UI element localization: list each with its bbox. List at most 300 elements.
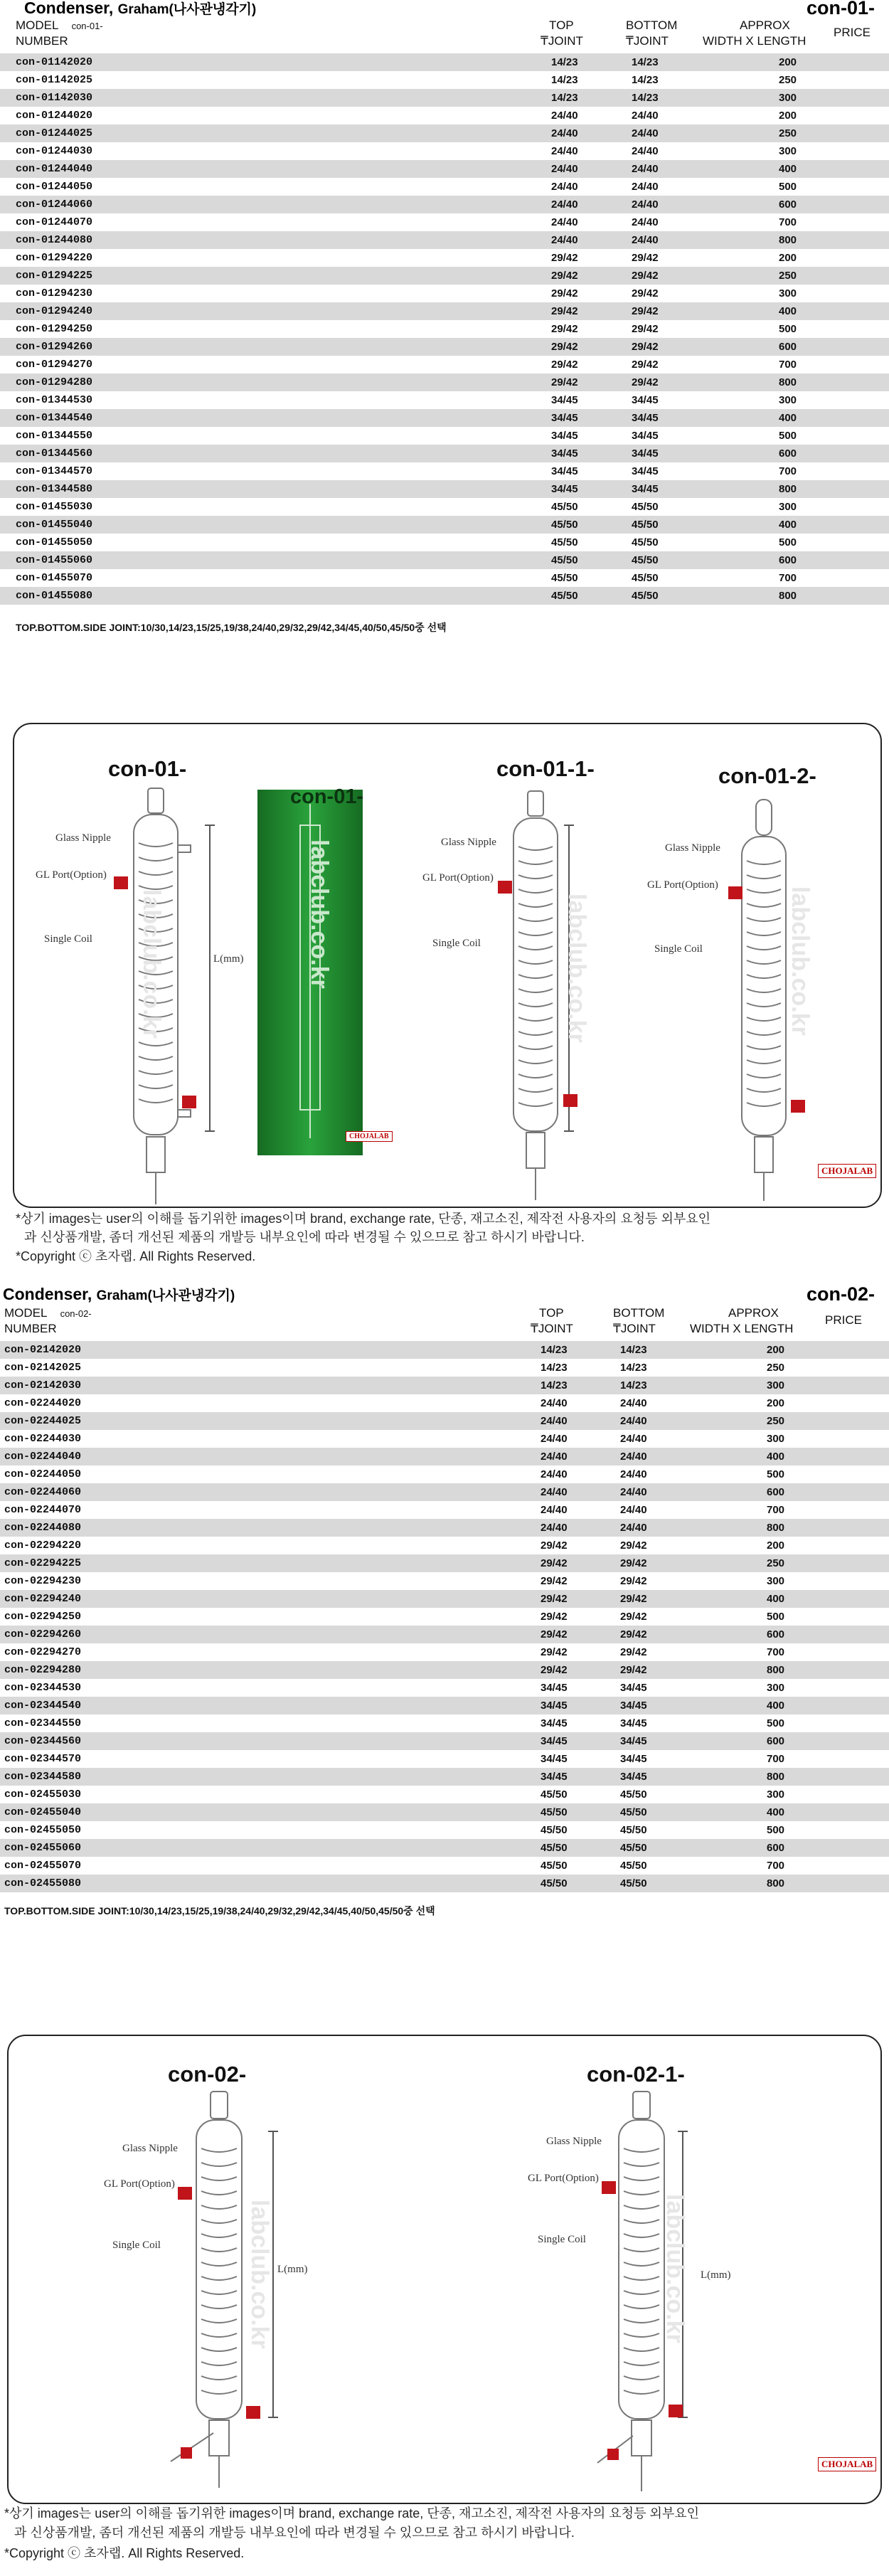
- cell-width-length: 800: [779, 590, 797, 602]
- cell-width-length: 200: [767, 1397, 785, 1409]
- section2-note-line2: 과 신상품개발, 좀더 개선된 제품의 개발등 내부요인에 따라 변경될 수 있으므로 참고 하시기 바랍니다.: [14, 2525, 575, 2540]
- cell-bottom-joint: 29/42: [632, 323, 659, 335]
- section2-note-line1: *상기 images는 user의 이해를 돕기위한 images이며 brand, exchange rate, 단종, 재고소진, 제작전 사용자의 요청등 외부요인: [4, 2506, 700, 2521]
- cell-model-number: con-02294240: [4, 1593, 82, 1605]
- cell-width-length: 700: [779, 359, 797, 371]
- cell-top-joint: 24/40: [541, 1486, 568, 1498]
- cell-top-joint: 34/45: [541, 1717, 568, 1729]
- diagram-label-con-02: con-02-: [168, 2062, 247, 2087]
- cell-model-number: con-01455080: [16, 590, 93, 602]
- cell-width-length: 700: [779, 216, 797, 228]
- cell-top-joint: 34/45: [551, 394, 578, 406]
- section1-code: con-01-: [806, 0, 875, 18]
- cell-bottom-joint: 14/23: [620, 1344, 647, 1356]
- cell-model-number: con-01455030: [16, 501, 93, 513]
- cell-bottom-joint: 34/45: [620, 1700, 647, 1712]
- cell-top-joint: 34/45: [541, 1735, 568, 1747]
- cell-bottom-joint: 24/40: [620, 1415, 647, 1427]
- cell-model-number: con-02142020: [4, 1344, 82, 1356]
- cell-model-number: con-01294220: [16, 252, 93, 264]
- diagram-label-con-01-2: con-01-2-: [718, 763, 816, 788]
- diagram-label-con-02-1: con-02-1-: [587, 2062, 685, 2087]
- cell-width-length: 250: [779, 270, 797, 282]
- cell-width-length: 500: [779, 181, 797, 193]
- cell-model-number: con-01244025: [16, 127, 93, 139]
- cell-top-joint: 45/50: [551, 572, 578, 584]
- section1-copyright: *Copyright ⓒ 초자랩. All Rights Reserved.: [16, 1249, 256, 1263]
- cell-model-number: con-01244060: [16, 198, 93, 211]
- cell-width-length: 300: [779, 501, 797, 513]
- cell-model-number: con-02244070: [4, 1504, 82, 1516]
- cell-bottom-joint: 29/42: [632, 359, 659, 371]
- cell-bottom-joint: 34/45: [620, 1753, 647, 1765]
- cell-bottom-joint: 14/23: [632, 92, 659, 104]
- cell-top-joint: 24/40: [551, 145, 578, 157]
- cell-bottom-joint: 45/50: [632, 572, 659, 584]
- cell-width-length: 400: [767, 1806, 785, 1818]
- cell-top-joint: 34/45: [551, 465, 578, 477]
- label2-glass-nipple-b: Glass Nipple: [546, 2136, 602, 2147]
- cell-bottom-joint: 14/23: [632, 56, 659, 68]
- cell-width-length: 600: [767, 1735, 785, 1747]
- cell-bottom-joint: 45/50: [620, 1788, 647, 1801]
- photo-brand: CHOJALAB: [346, 1131, 393, 1142]
- cell-bottom-joint: 29/42: [632, 305, 659, 317]
- cell-bottom-joint: 45/50: [632, 554, 659, 566]
- cell-bottom-joint: 24/40: [632, 216, 659, 228]
- cell-width-length: 700: [767, 1646, 785, 1658]
- cell-width-length: 800: [779, 376, 797, 388]
- cell-bottom-joint: 29/42: [620, 1593, 647, 1605]
- label2-length: L(mm): [277, 2264, 308, 2275]
- cell-width-length: 200: [767, 1539, 785, 1552]
- cell-model-number: con-02244050: [4, 1468, 82, 1480]
- header-top-2: TOP: [539, 1306, 564, 1320]
- cell-model-number: con-01244050: [16, 181, 93, 193]
- header-price: PRICE: [834, 26, 871, 39]
- section2-footnote: TOP.BOTTOM.SIDE JOINT:10/30,14/23,15/25,19/38,24/40,29/32,29/42,34/45,40/50,45/50중 선택: [4, 1905, 435, 1917]
- label-length: L(mm): [213, 953, 244, 965]
- cell-bottom-joint: 34/45: [620, 1682, 647, 1694]
- cell-model-number: con-02294250: [4, 1611, 82, 1623]
- brand-logo-2: CHOJALAB: [818, 2457, 876, 2471]
- cell-top-joint: 14/23: [541, 1344, 568, 1356]
- cell-model-number: con-02244020: [4, 1397, 82, 1409]
- cell-width-length: 250: [767, 1362, 785, 1374]
- cell-width-length: 500: [767, 1824, 785, 1836]
- cell-top-joint: 29/42: [541, 1593, 568, 1605]
- cell-bottom-joint: 29/42: [620, 1575, 647, 1587]
- section1-title: Condenser, Graham(나사관냉각기): [24, 0, 257, 17]
- header-top: TOP: [549, 18, 574, 32]
- cell-top-joint: 45/50: [541, 1788, 568, 1801]
- cell-top-joint: 14/23: [541, 1362, 568, 1374]
- cell-top-joint: 29/42: [551, 252, 578, 264]
- cell-bottom-joint: 45/50: [620, 1877, 647, 1889]
- cell-top-joint: 24/40: [551, 234, 578, 246]
- header-bottom-2: BOTTOM: [613, 1306, 665, 1320]
- cell-bottom-joint: 24/40: [620, 1468, 647, 1480]
- cell-width-length: 500: [779, 430, 797, 442]
- cell-width-length: 300: [779, 287, 797, 300]
- cell-bottom-joint: 14/23: [620, 1379, 647, 1392]
- cell-bottom-joint: 24/40: [632, 234, 659, 246]
- cell-top-joint: 24/40: [541, 1504, 568, 1516]
- label2-gl-port: GL Port(Option): [104, 2178, 175, 2190]
- cell-top-joint: 24/40: [551, 198, 578, 211]
- brand-logo-1: CHOJALAB: [818, 1164, 876, 1178]
- cell-model-number: con-01455070: [16, 572, 93, 584]
- cell-top-joint: 45/50: [551, 590, 578, 602]
- cell-top-joint: 45/50: [541, 1842, 568, 1854]
- cell-width-length: 200: [779, 252, 797, 264]
- cell-model-number: con-01344560: [16, 447, 93, 460]
- cell-top-joint: 24/40: [551, 163, 578, 175]
- cell-model-number: con-02244080: [4, 1522, 82, 1534]
- cell-top-joint: 34/45: [551, 447, 578, 460]
- cell-width-length: 250: [779, 74, 797, 86]
- cell-top-joint: 14/23: [551, 92, 578, 104]
- cell-bottom-joint: 24/40: [632, 127, 659, 139]
- cell-width-length: 700: [767, 1504, 785, 1516]
- cell-model-number: con-01344550: [16, 430, 93, 442]
- cell-width-length: 800: [779, 234, 797, 246]
- cell-bottom-joint: 45/50: [632, 590, 659, 602]
- cell-model-number: con-02344540: [4, 1700, 82, 1712]
- cell-width-length: 300: [767, 1433, 785, 1445]
- cell-width-length: 200: [779, 56, 797, 68]
- cell-top-joint: 24/40: [541, 1522, 568, 1534]
- cell-bottom-joint: 24/40: [632, 181, 659, 193]
- header-width-length: WIDTH X LENGTH: [703, 34, 807, 48]
- cell-model-number: con-02142025: [4, 1362, 82, 1374]
- cell-width-length: 600: [779, 198, 797, 211]
- cell-bottom-joint: 45/50: [620, 1860, 647, 1872]
- cell-top-joint: 45/50: [551, 536, 578, 548]
- cell-bottom-joint: 45/50: [620, 1842, 647, 1854]
- cell-top-joint: 34/45: [541, 1771, 568, 1783]
- cell-bottom-joint: 29/42: [620, 1628, 647, 1641]
- cell-bottom-joint: 45/50: [632, 536, 659, 548]
- cell-bottom-joint: 14/23: [620, 1362, 647, 1374]
- section1-footnote: TOP.BOTTOM.SIDE JOINT:10/30,14/23,15/25,19/38,24/40,29/32,29/42,34/45,40/50,45/50중 선택: [16, 622, 447, 633]
- label-gl-port: GL Port(Option): [36, 869, 107, 881]
- cell-top-joint: 29/42: [541, 1664, 568, 1676]
- cell-model-number: con-02294280: [4, 1664, 82, 1676]
- cell-top-joint: 45/50: [551, 501, 578, 513]
- cell-bottom-joint: 24/40: [632, 163, 659, 175]
- cell-model-number: con-01142020: [16, 56, 93, 68]
- cell-bottom-joint: 45/50: [632, 501, 659, 513]
- watermark-a: labclub.co.kr: [138, 889, 165, 1039]
- cell-model-number: con-02294260: [4, 1628, 82, 1641]
- cell-width-length: 800: [767, 1877, 785, 1889]
- cell-model-number: con-01244040: [16, 163, 93, 175]
- header-bottom-joint-2: ₸JOINT: [613, 1322, 656, 1335]
- cell-model-number: con-02344570: [4, 1753, 82, 1765]
- cell-bottom-joint: 29/42: [620, 1557, 647, 1569]
- cell-model-number: con-02455040: [4, 1806, 82, 1818]
- section1-note-line1: *상기 images는 user의 이해를 돕기위한 images이며 brand, exchange rate, 단종, 재고소진, 제작전 사용자의 요청등 외부요인: [16, 1212, 711, 1226]
- cell-bottom-joint: 34/45: [620, 1717, 647, 1729]
- cell-model-number: con-01294250: [16, 323, 93, 335]
- cell-bottom-joint: 34/45: [632, 483, 659, 495]
- cell-width-length: 300: [767, 1682, 785, 1694]
- cell-bottom-joint: 24/40: [620, 1397, 647, 1409]
- cell-model-number: con-01294240: [16, 305, 93, 317]
- cell-model-number: con-01294225: [16, 270, 93, 282]
- cell-bottom-joint: 45/50: [620, 1824, 647, 1836]
- cell-model-number: con-02344550: [4, 1717, 82, 1729]
- cell-model-number: con-01294260: [16, 341, 93, 353]
- label2-length-b: L(mm): [701, 2269, 731, 2281]
- section2-code: con-02-: [806, 1283, 875, 1305]
- cell-top-joint: 24/40: [551, 110, 578, 122]
- cell-bottom-joint: 29/42: [620, 1664, 647, 1676]
- cell-bottom-joint: 29/42: [620, 1646, 647, 1658]
- cell-width-length: 800: [767, 1664, 785, 1676]
- cell-model-number: con-02294230: [4, 1575, 82, 1587]
- cell-bottom-joint: 29/42: [632, 270, 659, 282]
- label-glass-nipple-b: Glass Nipple: [441, 837, 496, 848]
- watermark-e: labclub.co.kr: [661, 2194, 688, 2343]
- cell-model-number: con-02344560: [4, 1735, 82, 1747]
- label-glass-nipple-c: Glass Nipple: [665, 842, 720, 854]
- header-bottom-joint: ₸JOINT: [626, 34, 669, 48]
- cell-bottom-joint: 24/40: [620, 1486, 647, 1498]
- cell-top-joint: 29/42: [541, 1557, 568, 1569]
- cell-model-number: con-01294280: [16, 376, 93, 388]
- cell-bottom-joint: 34/45: [620, 1771, 647, 1783]
- cell-width-length: 500: [779, 323, 797, 335]
- cell-model-number: con-01455050: [16, 536, 93, 548]
- cell-model-number: con-02455060: [4, 1842, 82, 1854]
- cell-width-length: 300: [779, 145, 797, 157]
- cell-top-joint: 24/40: [541, 1468, 568, 1480]
- cell-width-length: 700: [779, 572, 797, 584]
- cell-bottom-joint: 45/50: [620, 1806, 647, 1818]
- cell-top-joint: 29/42: [551, 323, 578, 335]
- cell-top-joint: 29/42: [541, 1575, 568, 1587]
- cell-top-joint: 45/50: [541, 1824, 568, 1836]
- watermark-b: labclub.co.kr: [563, 894, 590, 1043]
- cell-model-number: con-02294220: [4, 1539, 82, 1552]
- label-single-coil: Single Coil: [44, 933, 92, 945]
- cell-model-number: con-01344540: [16, 412, 93, 424]
- cell-model-number: con-01244080: [16, 234, 93, 246]
- cell-bottom-joint: 24/40: [620, 1504, 647, 1516]
- header-bottom: BOTTOM: [626, 18, 678, 32]
- cell-model-number: con-01344580: [16, 483, 93, 495]
- cell-bottom-joint: 24/40: [620, 1522, 647, 1534]
- cell-top-joint: 24/40: [541, 1397, 568, 1409]
- header-model-2: MODEL con-02-: [4, 1306, 92, 1320]
- section2-copyright: *Copyright ⓒ 초자랩. All Rights Reserved.: [4, 2546, 245, 2560]
- cell-model-number: con-02455080: [4, 1877, 82, 1889]
- header-width-length-2: WIDTH X LENGTH: [690, 1322, 794, 1335]
- cell-bottom-joint: 34/45: [632, 412, 659, 424]
- diagram-label-con-01: con-01-: [108, 756, 187, 781]
- watermark-photo: labclub.co.kr: [306, 839, 333, 989]
- cell-model-number: con-02455030: [4, 1788, 82, 1801]
- cell-width-length: 300: [779, 394, 797, 406]
- cell-top-joint: 45/50: [551, 519, 578, 531]
- cell-width-length: 700: [779, 465, 797, 477]
- header-model: MODEL con-01-: [16, 18, 103, 32]
- cell-top-joint: 24/40: [541, 1433, 568, 1445]
- label2-single-coil-b: Single Coil: [538, 2234, 586, 2245]
- label-single-coil-c: Single Coil: [654, 943, 703, 955]
- cell-width-length: 700: [767, 1753, 785, 1765]
- cell-bottom-joint: 29/42: [632, 341, 659, 353]
- cell-top-joint: 24/40: [541, 1415, 568, 1427]
- section2-title: Condenser, Graham(나사관냉각기): [3, 1285, 235, 1303]
- header-approx-2: APPROX: [728, 1306, 779, 1320]
- cell-width-length: 600: [767, 1486, 785, 1498]
- cell-top-joint: 29/42: [551, 287, 578, 300]
- cell-bottom-joint: 29/42: [632, 376, 659, 388]
- cell-model-number: con-01244070: [16, 216, 93, 228]
- cell-model-number: con-02294270: [4, 1646, 82, 1658]
- header-price-2: PRICE: [825, 1313, 862, 1327]
- cell-top-joint: 29/42: [541, 1611, 568, 1623]
- cell-bottom-joint: 34/45: [632, 447, 659, 460]
- cell-model-number: con-01344570: [16, 465, 93, 477]
- watermark-d: labclub.co.kr: [246, 2200, 273, 2349]
- cell-top-joint: 14/23: [551, 56, 578, 68]
- cell-top-joint: 29/42: [551, 376, 578, 388]
- cell-width-length: 300: [767, 1379, 785, 1392]
- cell-width-length: 700: [767, 1860, 785, 1872]
- cell-width-length: 400: [779, 305, 797, 317]
- cell-bottom-joint: 29/42: [620, 1539, 647, 1552]
- cell-bottom-joint: 24/40: [620, 1433, 647, 1445]
- cell-top-joint: 29/42: [551, 270, 578, 282]
- header-number-2: NUMBER: [4, 1322, 57, 1335]
- cell-width-length: 300: [767, 1788, 785, 1801]
- cell-width-length: 500: [767, 1611, 785, 1623]
- cell-model-number: con-01344530: [16, 394, 93, 406]
- cell-width-length: 400: [767, 1593, 785, 1605]
- cell-width-length: 400: [767, 1700, 785, 1712]
- cell-bottom-joint: 14/23: [632, 74, 659, 86]
- cell-model-number: con-01142030: [16, 92, 93, 104]
- cell-top-joint: 34/45: [541, 1682, 568, 1694]
- cell-top-joint: 34/45: [551, 412, 578, 424]
- cell-model-number: con-01455060: [16, 554, 93, 566]
- cell-width-length: 800: [767, 1522, 785, 1534]
- cell-width-length: 600: [767, 1842, 785, 1854]
- cell-model-number: con-02244030: [4, 1433, 82, 1445]
- photo-label: con-01-: [290, 785, 364, 808]
- cell-width-length: 500: [767, 1468, 785, 1480]
- cell-bottom-joint: 34/45: [632, 430, 659, 442]
- cell-width-length: 200: [779, 110, 797, 122]
- cell-bottom-joint: 29/42: [620, 1611, 647, 1623]
- diagram-label-con-01-1: con-01-1-: [496, 756, 595, 781]
- cell-model-number: con-02294225: [4, 1557, 82, 1569]
- cell-width-length: 600: [779, 341, 797, 353]
- cell-top-joint: 45/50: [541, 1860, 568, 1872]
- cell-top-joint: 45/50: [541, 1806, 568, 1818]
- cell-bottom-joint: 34/45: [632, 394, 659, 406]
- cell-top-joint: 34/45: [551, 430, 578, 442]
- cell-width-length: 250: [767, 1557, 785, 1569]
- cell-width-length: 400: [767, 1451, 785, 1463]
- cell-width-length: 300: [767, 1575, 785, 1587]
- cell-model-number: con-01294270: [16, 359, 93, 371]
- cell-model-number: con-02244025: [4, 1415, 82, 1427]
- cell-bottom-joint: 45/50: [632, 519, 659, 531]
- cell-model-number: con-02344580: [4, 1771, 82, 1783]
- cell-top-joint: 29/42: [551, 305, 578, 317]
- cell-width-length: 500: [767, 1717, 785, 1729]
- cell-bottom-joint: 34/45: [620, 1735, 647, 1747]
- cell-model-number: con-02244040: [4, 1451, 82, 1463]
- cell-model-number: con-01244030: [16, 145, 93, 157]
- header-top-joint-2: ₸JOINT: [531, 1322, 573, 1335]
- cell-width-length: 400: [779, 412, 797, 424]
- cell-bottom-joint: 24/40: [632, 198, 659, 211]
- cell-width-length: 250: [767, 1415, 785, 1427]
- cell-model-number: con-02142030: [4, 1379, 82, 1392]
- cell-bottom-joint: 24/40: [620, 1451, 647, 1463]
- cell-model-number: con-01455040: [16, 519, 93, 531]
- cell-top-joint: 24/40: [541, 1451, 568, 1463]
- cell-top-joint: 24/40: [551, 181, 578, 193]
- cell-top-joint: 29/42: [551, 341, 578, 353]
- cell-bottom-joint: 24/40: [632, 110, 659, 122]
- cell-top-joint: 14/23: [541, 1379, 568, 1392]
- header-approx: APPROX: [740, 18, 790, 32]
- cell-model-number: con-01244020: [16, 110, 93, 122]
- cell-width-length: 300: [779, 92, 797, 104]
- cell-width-length: 600: [779, 554, 797, 566]
- cell-width-length: 500: [779, 536, 797, 548]
- cell-bottom-joint: 34/45: [632, 465, 659, 477]
- cell-model-number: con-01142025: [16, 74, 93, 86]
- cell-width-length: 600: [767, 1628, 785, 1641]
- watermark-c: labclub.co.kr: [787, 886, 814, 1036]
- cell-model-number: con-01294230: [16, 287, 93, 300]
- section1-note-line2: 과 신상품개발, 좀더 개선된 제품의 개발등 내부요인에 따라 변경될 수 있으므로 참고 하시기 바랍니다.: [24, 1230, 585, 1244]
- cell-top-joint: 24/40: [551, 127, 578, 139]
- label2-single-coil: Single Coil: [112, 2240, 161, 2251]
- cell-top-joint: 34/45: [551, 483, 578, 495]
- label2-glass-nipple: Glass Nipple: [122, 2143, 178, 2154]
- cell-width-length: 250: [779, 127, 797, 139]
- cell-width-length: 200: [767, 1344, 785, 1356]
- header-number: NUMBER: [16, 34, 68, 48]
- cell-top-joint: 29/42: [541, 1628, 568, 1641]
- cell-width-length: 800: [779, 483, 797, 495]
- cell-top-joint: 34/45: [541, 1753, 568, 1765]
- cell-bottom-joint: 29/42: [632, 287, 659, 300]
- label-glass-nipple: Glass Nipple: [55, 832, 111, 844]
- cell-bottom-joint: 29/42: [632, 252, 659, 264]
- cell-width-length: 800: [767, 1771, 785, 1783]
- cell-model-number: con-02344530: [4, 1682, 82, 1694]
- cell-top-joint: 34/45: [541, 1700, 568, 1712]
- cell-width-length: 400: [779, 163, 797, 175]
- label-single-coil-b: Single Coil: [432, 938, 481, 949]
- label2-gl-port-b: GL Port(Option): [528, 2173, 599, 2184]
- cell-top-joint: 14/23: [551, 74, 578, 86]
- label-gl-port-b: GL Port(Option): [422, 872, 494, 884]
- cell-top-joint: 29/42: [541, 1539, 568, 1552]
- cell-top-joint: 24/40: [551, 216, 578, 228]
- cell-top-joint: 29/42: [551, 359, 578, 371]
